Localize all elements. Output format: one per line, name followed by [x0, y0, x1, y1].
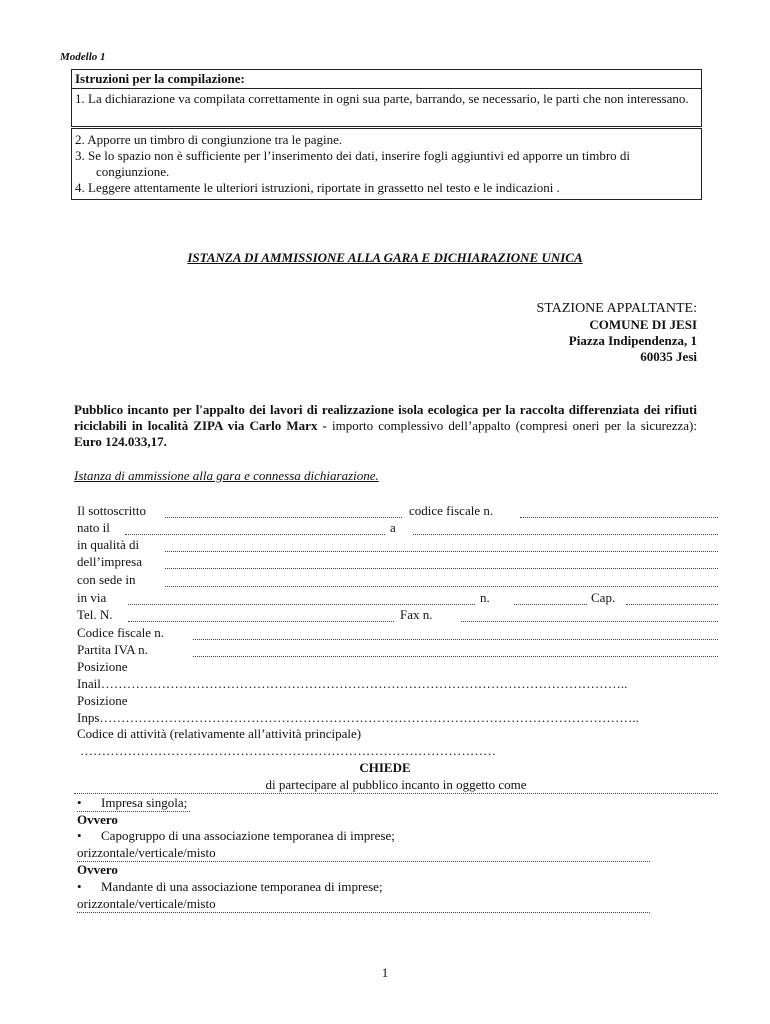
tender-bold-text: Pubblico incanto per l'appalto dei lavori di realizzazione isola ecologica per la raccolta differenziata dei rifiuti riciclabili in località ZIPA via Carlo Marx - [74, 402, 697, 433]
tender-description [74, 402, 697, 450]
station-name: COMUNE DI JESI [589, 317, 697, 332]
request-text: di partecipare al pubblico incanto in oggetto come [74, 777, 718, 794]
label-fax: Fax n. [400, 607, 433, 622]
company-tax-code-field[interactable] [193, 639, 718, 640]
label-company: dell’impresa [77, 554, 142, 569]
option-group-leader[interactable] [77, 828, 395, 844]
birth-place-field[interactable] [413, 534, 718, 535]
page-number: 1 [381, 965, 389, 980]
inps-field[interactable]: Inps…………………………………………………………………………………………………………….. [77, 710, 639, 725]
label-inps: Posizione [77, 693, 128, 708]
tax-code-field[interactable] [520, 517, 718, 518]
label-company-tax-code: Codice fiscale n. [77, 625, 164, 640]
label-seat: con sede in [77, 572, 136, 587]
option-group-leader-label: Capogruppo di una associazione temporanea di imprese; [101, 828, 395, 843]
label-zip: Cap. [591, 590, 616, 605]
vat-field[interactable] [193, 656, 718, 657]
number-field[interactable] [514, 604, 587, 605]
option-mandante[interactable] [77, 879, 383, 895]
label-activity: Codice di attività (relativamente all’attività principale) [77, 726, 362, 741]
activity-field[interactable]: …………………………………………………………………………………… [80, 743, 496, 758]
zip-field[interactable] [626, 604, 718, 605]
option-single-company[interactable] [77, 795, 190, 812]
fax-field[interactable] [461, 621, 718, 622]
form-subtitle: Istanza di ammissione alla gara e connessa dichiarazione. [74, 468, 379, 483]
or-label: Ovvero [77, 862, 118, 877]
tender-normal-text: importo complessivo dell’appalto (compresi oneri per la sicurezza): [326, 418, 697, 433]
label-street: in via [77, 590, 107, 605]
label-inail: Posizione [77, 659, 128, 674]
street-field[interactable] [128, 604, 475, 605]
label-role: in qualità di [77, 537, 140, 552]
option-mandante-label: Mandante di una associazione temporanea di imprese; [101, 879, 383, 894]
instruction-item: 1. La dichiarazione va compilata correttamente in ogni sua parte, barrando, se necessario, le parti che non interessano. [75, 91, 689, 106]
station-label: STAZIONE APPALTANTE: [536, 301, 697, 316]
label-undersigned: Il sottoscritto [77, 503, 146, 518]
label-tax-code: codice fiscale n. [409, 503, 494, 518]
company-field[interactable] [165, 568, 718, 569]
label-phone: Tel. N. [77, 607, 113, 622]
seat-field[interactable] [165, 586, 718, 587]
request-title: CHIEDE [359, 760, 411, 775]
label-number: n. [480, 590, 490, 605]
instruction-item: 3. Se lo spazio non è sufficiente per l’inserimento dei dati, inserire fogli aggiuntivi ed apporre un timbro di congiunzione. [75, 148, 631, 179]
station-address: Piazza Indipendenza, 1 [568, 333, 697, 348]
inail-field[interactable]: Inail………………………………………………………………………………………………………….. [77, 676, 628, 691]
phone-field[interactable] [128, 621, 394, 622]
or-label: Ovvero [77, 812, 118, 827]
instructions-box-top [71, 69, 702, 127]
option-group-leader-type[interactable]: orizzontale/verticale/misto [77, 845, 650, 862]
tender-amount: Euro 124.033,17. [74, 434, 167, 449]
option-single-company-label: Impresa singola; [101, 795, 188, 810]
instruction-item: 4. Leggere attentamente le ulteriori istruzioni, riportate in grassetto nel testo e le indicazioni . [75, 180, 560, 195]
label-born: nato il [77, 520, 110, 535]
main-title: ISTANZA DI AMMISSIONE ALLA GARA E DICHIARAZIONE UNICA [187, 250, 583, 265]
birth-date-field[interactable] [125, 534, 385, 535]
station-block [397, 301, 697, 365]
label-at: a [390, 520, 396, 535]
role-field[interactable] [165, 551, 718, 552]
undersigned-field[interactable] [165, 517, 402, 518]
instructions-title: Istruzioni per la compilazione: [72, 71, 701, 89]
instructions-box-bottom [71, 128, 702, 200]
label-vat: Partita IVA n. [77, 642, 148, 657]
instruction-item: 2. Apporre un timbro di congiunzione tra le pagine. [75, 132, 343, 147]
option-mandante-type[interactable]: orizzontale/verticale/misto [77, 896, 650, 913]
model-label: Modello 1 [60, 51, 106, 63]
station-city: 60035 Jesi [640, 349, 697, 364]
